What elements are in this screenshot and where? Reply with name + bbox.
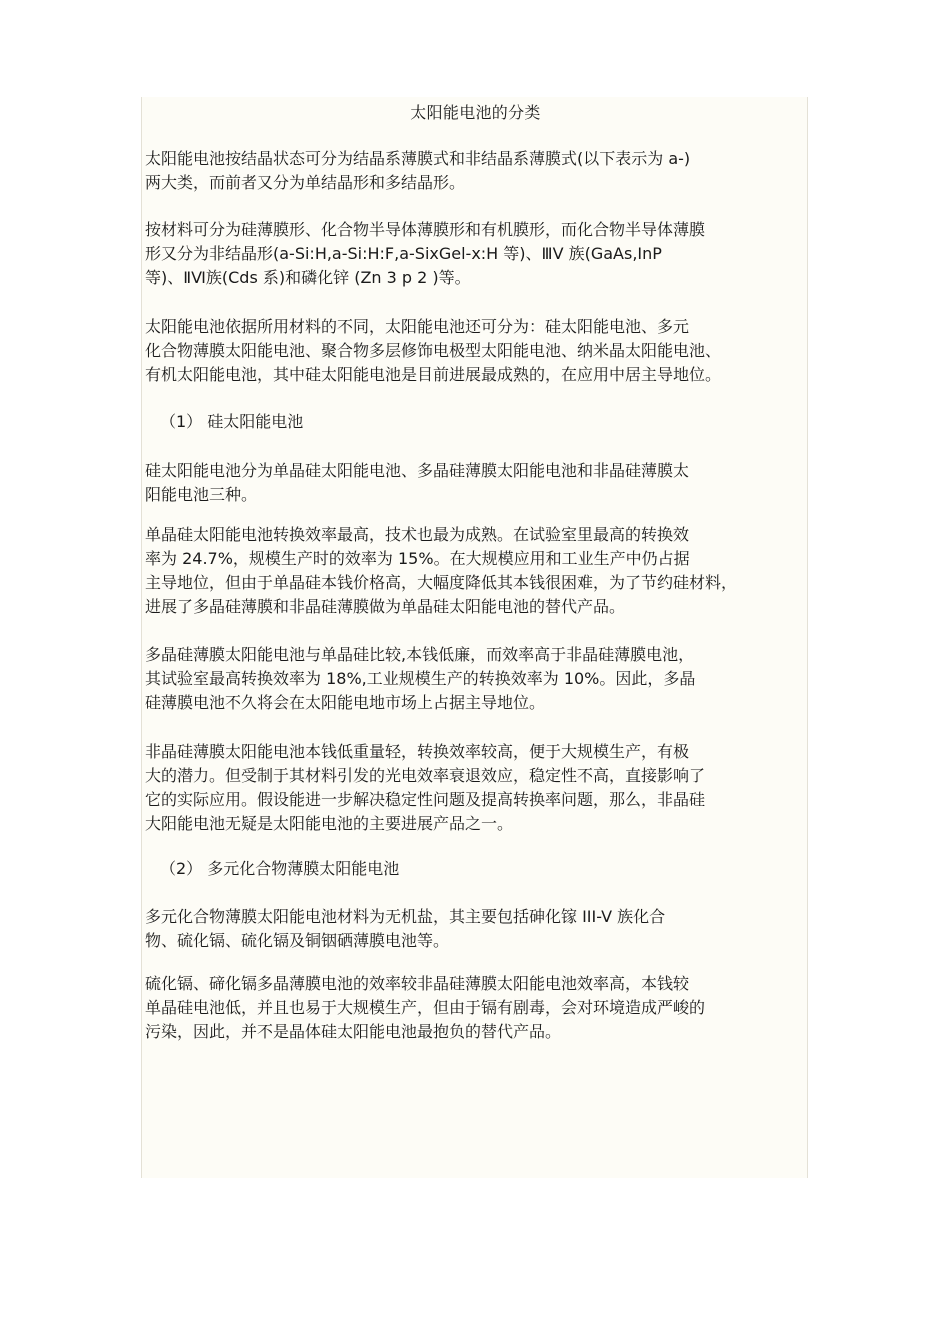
paragraph-line: 两大类，而前者又分为单结晶形和多结晶形。 <box>145 173 466 192</box>
paragraph-line: 多晶硅薄膜太阳能电池与单晶硅比较,本钱低廉，而效率高于非晶硅薄膜电池， <box>145 645 695 664</box>
paragraph-line: 硅太阳能电池分为单晶硅太阳能电池、多晶硅薄膜太阳能电池和非晶硅薄膜太 <box>145 461 690 480</box>
paragraph-line: 化合物薄膜太阳能电池、聚合物多层修饰电极型太阳能电池、纳米晶太阳能电池、 <box>145 341 722 360</box>
paragraph-line: 太阳能电池按结晶状态可分为结晶系薄膜式和非结晶系薄膜式(以下表示为 a-) <box>145 149 691 168</box>
paragraph-line: 率为 24.7%，规模生产时的效率为 15%。在大规模应用和工业生产中仍占据 <box>145 549 690 568</box>
paragraph-line: 形又分为非结晶形(a-Si:H,a-Si:H:F,a-SixGel-x:H 等)、ⅢⅤ 族(GaAs,InP <box>145 244 662 263</box>
paragraph-compound-materials <box>145 905 817 953</box>
paragraph-line: 有机太阳能电池，其中硅太阳能电池是目前进展最成熟的，在应用中居主导地位。 <box>145 365 722 384</box>
paragraph-line: 单晶硅太阳能电池转换效率最高，技术也最为成熟。在试验室里最高的转换效 <box>145 525 690 544</box>
paragraph-line: 单晶硅电池低，并且也易于大规模生产，但由于镉有剧毒，会对环境造成严峻的 <box>145 998 706 1017</box>
paragraph-line: 多元化合物薄膜太阳能电池材料为无机盐，其主要包括砷化镓 III-V 族化合 <box>145 907 666 926</box>
paragraph-crystal-classification <box>145 147 817 195</box>
paragraph-monocrystalline <box>145 523 817 619</box>
document-page <box>141 97 808 1178</box>
paragraph-line: 其试验室最高转换效率为 18%,工业规模生产的转换效率为 10%。因此，多晶 <box>145 669 696 688</box>
section-heading-compound: （2） 多元化合物薄膜太阳能电池 <box>160 859 400 878</box>
paragraph-line: 非晶硅薄膜太阳能电池本钱低重量轻，转换效率较高，便于大规模生产，有极 <box>145 742 690 761</box>
section-heading-silicon: （1） 硅太阳能电池 <box>160 412 304 431</box>
paragraph-material-types <box>145 315 817 387</box>
paragraph-amorphous <box>145 740 817 836</box>
page-title: 太阳能电池的分类 <box>410 103 541 122</box>
paragraph-line: 主导地位，但由于单晶硅本钱价格高，大幅度降低其本钱很困难，为了节约硅材料， <box>145 573 738 592</box>
paragraph-line: 进展了多晶硅薄膜和非晶硅薄膜做为单晶硅太阳能电池的替代产品。 <box>145 597 626 616</box>
paragraph-line: 等)、ⅡⅥ族(Cds 系)和磷化锌 (Zn 3 p 2 )等。 <box>145 268 471 287</box>
paragraph-line: 污染，因此，并不是晶体硅太阳能电池最抱负的替代产品。 <box>145 1022 562 1041</box>
paragraph-material-classification <box>145 218 817 290</box>
paragraph-cadmium-cells <box>145 972 817 1044</box>
paragraph-line: 大阳能电池无疑是太阳能电池的主要进展产品之一。 <box>145 814 514 833</box>
paragraph-line: 阳能电池三种。 <box>145 485 258 504</box>
paragraph-line: 物、硫化镉、硫化镉及铜铟硒薄膜电池等。 <box>145 931 450 950</box>
paragraph-line: 硅薄膜电池不久将会在太阳能电地市场上占据主导地位。 <box>145 693 546 712</box>
paragraph-silicon-types <box>145 459 817 507</box>
paragraph-line: 太阳能电池依据所用材料的不同，太阳能电池还可分为：硅太阳能电池、多元 <box>145 317 690 336</box>
paragraph-line: 按材料可分为硅薄膜形、化合物半导体薄膜形和有机膜形，而化合物半导体薄膜 <box>145 220 706 239</box>
paragraph-polycrystalline <box>145 643 817 715</box>
paragraph-line: 它的实际应用。假设能进一步解决稳定性问题及提高转换率问题，那么，非晶硅 <box>145 790 706 809</box>
paragraph-line: 硫化镉、碲化镉多晶薄膜电池的效率较非晶硅薄膜太阳能电池效率高，本钱较 <box>145 974 690 993</box>
paragraph-line: 大的潜力。但受制于其材料引发的光电效率衰退效应，稳定性不高，直接影响了 <box>145 766 706 785</box>
